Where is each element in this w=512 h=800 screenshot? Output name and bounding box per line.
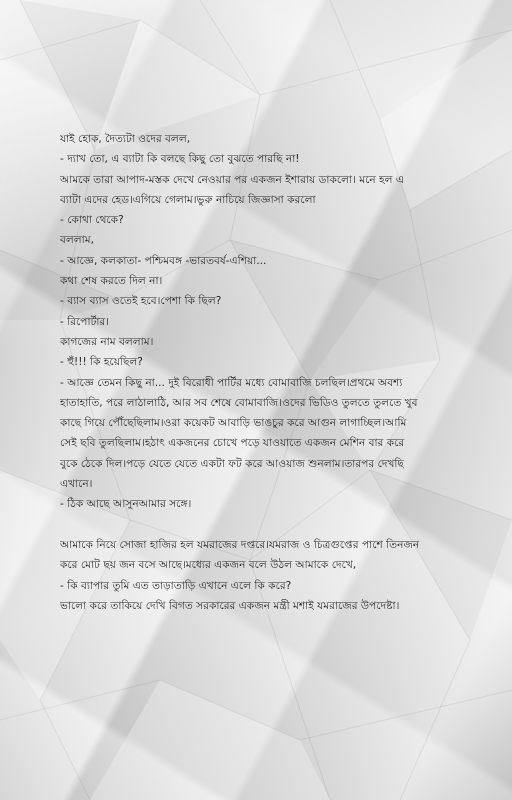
text-line: কাগজের নাম বললাম। bbox=[60, 335, 154, 348]
text-line: ভালো করে তাকিয়ে দেখি বিগত সরকারের একজন মন্ত্রী মশাই যমরাজের উপদেষ্টা। bbox=[60, 599, 400, 612]
text-line: - হুঁ!!! কি হয়েছিল? bbox=[60, 356, 143, 369]
text-line: আমাকে নিয়ে সোজা হাজির হল যমরাজের দপ্তরে।যমরাজ ও চিত্রগুপ্তের পাশে তিনজন bbox=[60, 538, 420, 551]
text-line: বুকে ঠেকে দিল।পড়ে যেতে যেতে একটা ফট করে আওয়াজ শুনলাম।তারপর দেখছি bbox=[60, 457, 404, 470]
text-line: আমকে তারা আপাদ-মস্তক দেখে নেওয়ার পর একজন ইশারায় ডাকলো। মনে হল এ bbox=[60, 173, 404, 186]
text-line: - আজ্ঞে, কলকাতা- পশ্চিমবঙ্গ -ভারতবর্ষ-এশিয়া... bbox=[60, 254, 267, 267]
text-line: - কি ব্যাপার তুমি এত তাড়াতাড়ি এখানে এলে কি করে? bbox=[60, 579, 292, 592]
text-line: - কোথা থেকে? bbox=[60, 214, 124, 227]
text-line: সেই ছবি তুলছিলাম।হঠাৎ একজনের চোখে পড়ে যাওয়াতে একজন মেশিন বার করে bbox=[60, 437, 405, 450]
text-line: - ব্যাস ব্যাস ওতেই হবে।পেশা কি ছিল? bbox=[60, 295, 222, 308]
text-line: যাই হোক, দৈত্যটা ওদের বলল, bbox=[60, 133, 191, 145]
text-line: করে মোট ছয় জন বসে আছে।মধ্যের একজন বলে উঠল আমাকে দেখে, bbox=[60, 559, 357, 572]
text-line: - রিপোর্টার। bbox=[60, 315, 110, 328]
text-line: কাছে গিয়ে পৌঁছেছিলাম।ওরা কয়েকট আবাড়ি ভাঙচুর করে আগুন লাগাচ্ছিল।আমি bbox=[60, 417, 407, 430]
text-line: - দ্যাখ তো, এ ব্যাটা কি বলছে কিছু তো বুঝতে পারছি না! bbox=[60, 153, 300, 166]
text-line: বললাম, bbox=[60, 234, 95, 247]
story-text bbox=[60, 129, 496, 616]
text-line: হাতাহাতি, পরে লাঠালাঠি, আর সব শেষে বোমাবাজি।ওদের ভিডিও তুলতে তুলতে খুব bbox=[60, 396, 418, 409]
text-line: এখানে। bbox=[60, 478, 93, 491]
text-line: কথা শেষ করতে দিল না। bbox=[60, 275, 163, 288]
text-line: - আজ্ঞে তেমন কিছু না... দুই বিরোধী পার্টির মধ্যে বোমাবাজি চলছিল।প্রথমে অবশ্য bbox=[60, 376, 403, 389]
text-line: - ঠিক আছে আসুনআমার সঙ্গে। bbox=[60, 498, 192, 511]
text-line: ব্যাটা এদের হেড।এগিয়ে গেলাম।ভুরু নাচিয়ে জিজ্ঞাসা করলো bbox=[60, 193, 316, 206]
paragraph-gap bbox=[60, 515, 496, 535]
